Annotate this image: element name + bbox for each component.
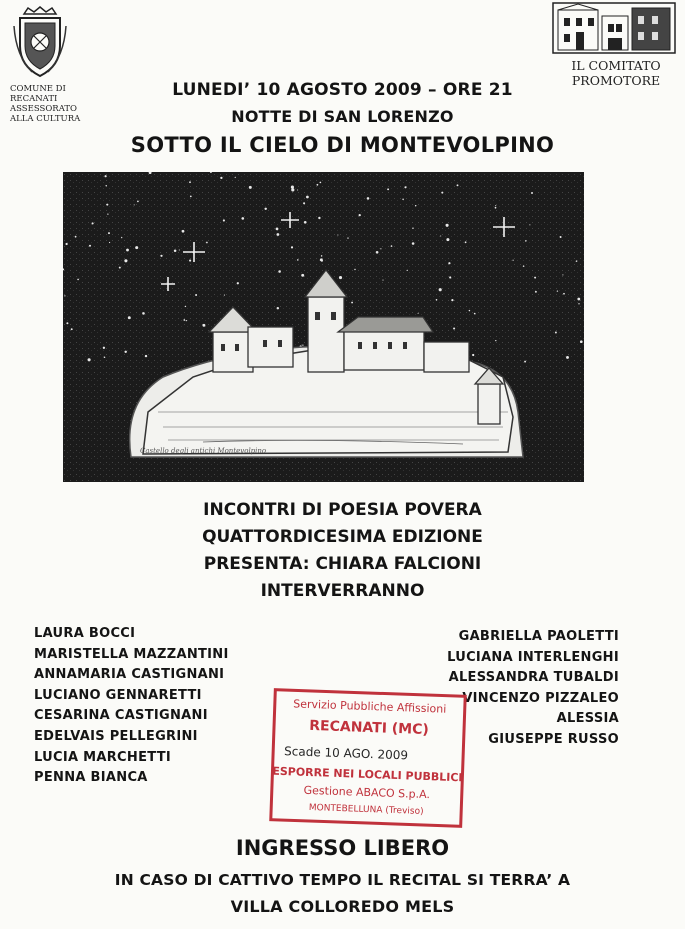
stamp-display-note: ESPORRE NEI LOCALI PUBBLICI: [272, 764, 463, 785]
bill-posting-stamp: [268, 687, 469, 830]
star-icon: [529, 224, 530, 225]
stamp-location: MONTEBELLUNA (Treviso): [308, 802, 424, 817]
star-icon: [278, 270, 281, 273]
star-icon: [65, 243, 67, 245]
participant-name: VINCENZO PIZZALEO: [462, 690, 619, 706]
star-icon: [223, 219, 225, 221]
crest-caption-line: ALLA CULTURA: [10, 114, 81, 124]
participant-name: CESARINA CASTIGNANI: [34, 708, 208, 724]
star-icon: [351, 302, 353, 304]
bad-weather-note: IN CASO DI CATTIVO TEMPO IL RECITAL SI TERRA’ A: [114, 871, 571, 889]
star-icon: [88, 358, 91, 361]
participant-name: EDELVAIS PELLEGRINI: [34, 728, 198, 744]
participant-name: MARISTELLA MAZZANTINI: [34, 646, 229, 662]
star-icon: [119, 267, 121, 269]
star-icon: [107, 213, 108, 214]
castle-night-image: [63, 172, 584, 482]
star-icon: [566, 356, 569, 359]
star-icon: [580, 340, 583, 343]
committee-caption-line: IL COMITATO: [571, 58, 661, 73]
stamp-manager: Gestione ABACO S.p.A.: [303, 783, 431, 802]
star-icon: [321, 255, 323, 257]
star-icon: [124, 351, 126, 353]
star-icon: [64, 295, 65, 296]
event-date: LUNEDI’ 10 AGOSTO 2009 – ORE 21: [172, 80, 513, 100]
star-icon: [306, 196, 309, 199]
star-icon: [318, 217, 320, 219]
star-icon: [291, 186, 294, 189]
participant-name: GABRIELLA PAOLETTI: [458, 629, 619, 644]
event-info-line: PRESENTA: CHIARA FALCIONI: [203, 554, 482, 574]
event-info-line: INTERVERRANNO: [260, 581, 425, 601]
star-icon: [446, 238, 449, 241]
event-title: SOTTO IL CIELO DI MONTEVOLPINO: [130, 133, 555, 157]
star-icon: [206, 242, 208, 244]
stamp-city: RECANATI (MC): [309, 717, 430, 739]
star-icon: [304, 221, 307, 224]
star-icon: [106, 185, 107, 186]
star-icon: [128, 316, 131, 319]
star-icon: [264, 208, 266, 210]
star-icon: [404, 186, 406, 188]
star-icon: [105, 175, 107, 177]
star-icon: [380, 248, 381, 249]
star-icon: [339, 276, 342, 279]
star-icon: [535, 291, 537, 293]
star-icon: [495, 340, 496, 341]
star-icon: [121, 237, 122, 238]
star-icon: [495, 205, 496, 206]
star-icon: [387, 188, 389, 190]
star-icon: [145, 355, 147, 357]
star-icon: [354, 269, 355, 270]
participant-name: PENNA BIANCA: [34, 770, 148, 786]
star-icon: [75, 236, 77, 238]
star-icon: [457, 184, 459, 186]
star-icon: [142, 312, 145, 315]
star-icon: [402, 198, 404, 200]
star-icon: [560, 236, 562, 238]
star-icon: [474, 313, 476, 315]
star-icon: [524, 361, 526, 363]
star-icon: [297, 189, 298, 190]
star-icon: [189, 260, 191, 262]
event-info: [0, 497, 685, 605]
star-icon: [495, 207, 497, 209]
star-icon: [359, 214, 361, 216]
star-icon: [277, 307, 279, 309]
participant-name: ALESSIA: [556, 711, 619, 727]
star-icon: [415, 205, 416, 206]
star-icon: [562, 274, 563, 275]
star-icon: [418, 313, 419, 314]
star-icon: [179, 249, 180, 250]
star-icon: [189, 181, 191, 183]
star-icon: [66, 322, 68, 324]
star-icon: [291, 246, 293, 248]
participant-name: LUCIANA INTERLENGHI: [447, 649, 619, 665]
star-icon: [103, 347, 105, 349]
participants-left-list: [34, 624, 229, 789]
participant-name: LAURA BOCCI: [34, 626, 136, 641]
star-icon: [436, 299, 438, 301]
star-icon: [174, 249, 177, 252]
star-icon: [449, 276, 451, 278]
star-icon: [109, 242, 110, 243]
star-icon: [563, 293, 565, 295]
participant-name: GIUSEPPE RUSSO: [488, 731, 619, 747]
star-icon: [525, 240, 527, 242]
star-icon: [108, 232, 110, 234]
star-icon: [186, 320, 187, 321]
alternate-venue: VILLA COLLOREDO MELS: [230, 897, 455, 916]
crest-caption-line: COMUNE DI: [10, 84, 66, 94]
star-icon: [347, 237, 348, 238]
star-icon: [577, 298, 580, 301]
participant-name: LUCIA MARCHETTI: [34, 749, 172, 765]
star-icon: [135, 246, 138, 249]
star-icon: [134, 204, 135, 205]
star-icon: [291, 188, 294, 191]
picture-caption: Castello degli antichi Montevolpino: [140, 447, 267, 455]
star-icon: [465, 241, 467, 243]
committee-building-icon: [552, 2, 676, 54]
star-icon: [301, 274, 304, 277]
crest-caption-line: RECANATI: [10, 94, 58, 104]
star-icon: [321, 260, 323, 262]
recanati-crest-icon: [12, 6, 68, 78]
star-icon: [440, 235, 441, 236]
free-entry-heading: INGRESSO LIBERO: [235, 836, 450, 860]
participant-name: ANNAMARIA CASTIGNANI: [34, 667, 225, 683]
participants-right-list: [447, 627, 619, 751]
star-icon: [237, 282, 239, 284]
event-info-line: QUATTORDICESIMA EDIZIONE: [202, 527, 483, 547]
star-icon: [453, 327, 455, 329]
star-icon: [317, 184, 319, 186]
star-icon: [302, 344, 303, 345]
star-icon: [531, 192, 533, 194]
star-icon: [106, 204, 108, 206]
star-icon: [77, 279, 79, 281]
star-icon: [451, 299, 453, 301]
star-icon: [448, 262, 450, 264]
star-icon: [185, 306, 186, 307]
star-icon: [555, 332, 557, 334]
star-icon: [195, 294, 197, 296]
crest-caption-line: ASSESSORATO: [10, 104, 78, 114]
star-icon: [337, 234, 338, 235]
star-icon: [183, 319, 185, 321]
star-icon: [297, 259, 299, 261]
star-icon: [391, 245, 393, 247]
star-icon: [303, 202, 305, 204]
star-icon: [412, 228, 413, 229]
star-icon: [276, 228, 279, 231]
star-icon: [439, 288, 442, 291]
star-icon: [190, 196, 192, 198]
star-icon: [513, 260, 514, 261]
star-icon: [376, 251, 379, 254]
star-icon: [412, 242, 415, 245]
star-icon: [220, 177, 222, 179]
event-info-line: INCONTRI DI POESIA POVERA: [203, 500, 482, 520]
star-icon: [367, 197, 370, 200]
star-icon: [441, 192, 443, 194]
stamp-expiry: Scade 10 AGO. 2009: [283, 744, 409, 763]
star-icon: [124, 259, 127, 262]
star-icon: [126, 249, 129, 252]
star-icon: [202, 324, 205, 327]
star-icon: [277, 233, 280, 236]
star-icon: [382, 280, 383, 281]
event-subtitle: NOTTE DI SAN LORENZO: [231, 107, 454, 126]
star-icon: [534, 277, 536, 279]
star-icon: [446, 224, 449, 227]
star-icon: [469, 310, 470, 311]
participant-name: ALESSANDRA TUBALDI: [448, 670, 619, 686]
star-icon: [71, 328, 73, 330]
star-icon: [407, 270, 408, 271]
committee-caption-line: PROMOTORE: [571, 73, 661, 88]
star-icon: [235, 177, 236, 178]
star-icon: [104, 356, 106, 358]
star-icon: [523, 265, 525, 267]
star-icon: [249, 186, 252, 189]
star-icon: [89, 245, 91, 247]
star-icon: [576, 260, 578, 262]
star-icon: [137, 201, 139, 203]
star-icon: [160, 255, 162, 257]
star-icon: [241, 217, 244, 220]
participant-name: LUCIANO GENNARETTI: [34, 687, 202, 703]
star-icon: [472, 354, 474, 356]
stamp-service: Servizio Pubbliche Affissioni: [293, 697, 447, 716]
star-icon: [182, 230, 185, 233]
star-icon: [92, 222, 94, 224]
star-icon: [578, 303, 579, 304]
star-icon: [557, 290, 558, 291]
star-icon: [320, 182, 322, 184]
star-icon: [224, 295, 225, 296]
